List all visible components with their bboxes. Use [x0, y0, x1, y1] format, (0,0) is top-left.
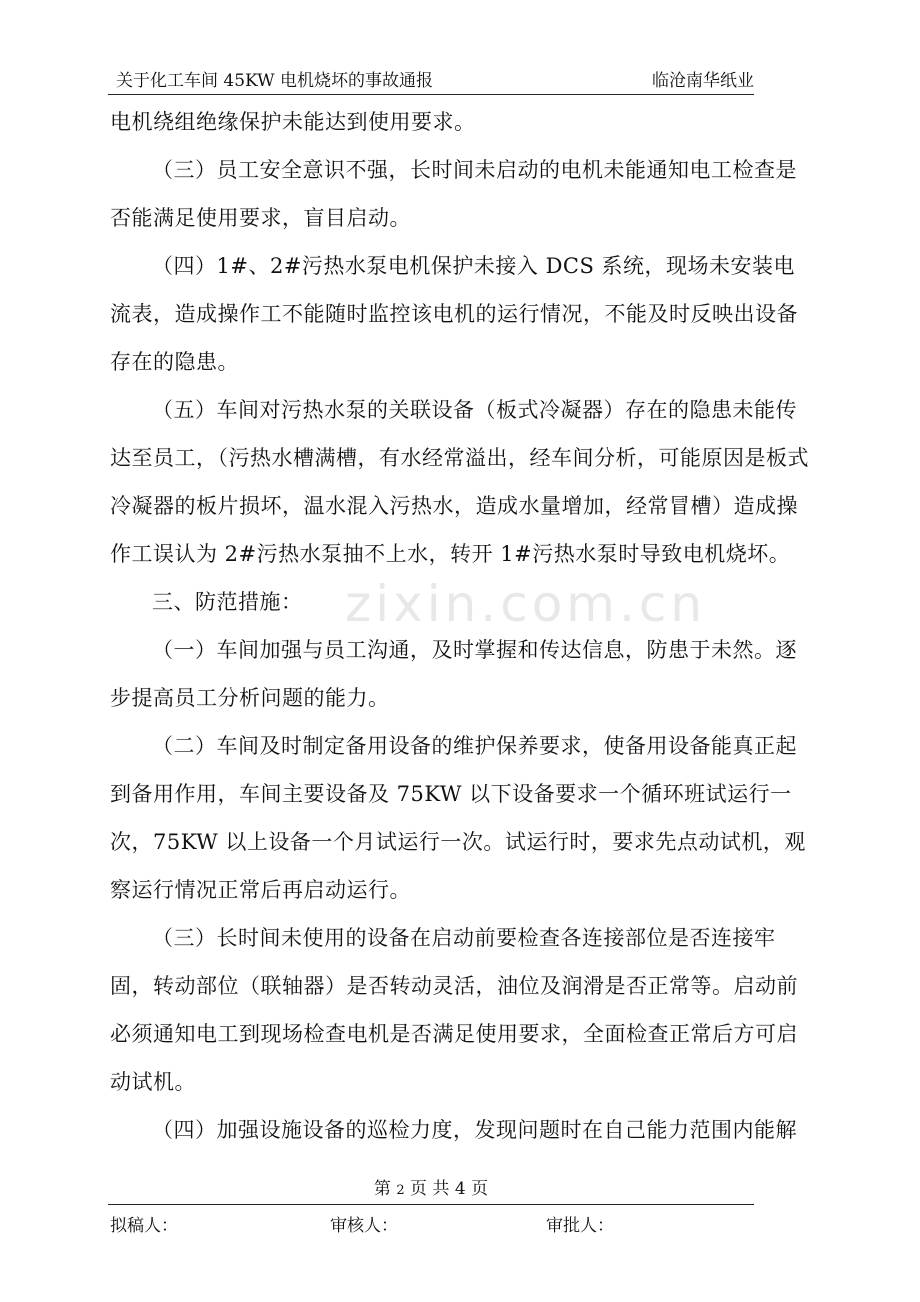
page-number: [108, 1178, 754, 1205]
page-mid: 页 共: [410, 1179, 450, 1199]
page-footer: [108, 1178, 754, 1241]
page-total: 4: [454, 1179, 466, 1199]
page-current: 2: [396, 1183, 405, 1198]
signature-row: [108, 1211, 754, 1241]
page-prefix: 第: [373, 1179, 391, 1199]
page-suffix: 页: [471, 1179, 489, 1199]
approver-label: 审批人：: [546, 1216, 614, 1236]
paragraph-measure-3: （三）长时间未使用的设备在启动前要检查各连接部位是否连接牢固，转动部位（联轴器）是否转动灵活，油位及润滑是否正常等。启动前必须通知电工到现场检查电机是否满足使用要求，全面检查正常后方可启动试机。: [110, 926, 798, 1094]
company-name: 临沧南华纸业: [652, 71, 754, 91]
watermark: zixin.com.cn: [345, 575, 707, 633]
paragraph-continued: 电机绕组绝缘保护未能达到使用要求。: [110, 110, 476, 134]
paragraph-cause-4: （四）1#、2#污热水泵电机保护未接入 DCS 系统，现场未安装电流表，造成操作工不能随时监控该电机的运行情况，不能及时反映出设备存在的隐患。: [110, 254, 798, 374]
paragraph-cause-3: （三）员工安全意识不强，长时间未启动的电机未能通知电工检查是否能满足使用要求，盲目启动。: [110, 158, 797, 230]
section-heading-measures: 三、防范措施：: [152, 590, 303, 614]
paragraph-measure-1: （一）车间加强与员工沟通，及时掌握和传达信息，防患于未然。逐步提高员工分析问题的能力。: [110, 638, 797, 710]
paragraph-measure-4: （四）加强设施设备的巡检力度，发现问题时在自己能力范围内能解: [152, 1118, 797, 1142]
drafter-label: 拟稿人：: [110, 1216, 178, 1236]
page-header: [108, 70, 754, 95]
document-body: [110, 98, 810, 1154]
document-title: 关于化工车间 45KW 电机烧坏的事故通报: [116, 71, 434, 91]
reviewer-label: 审核人：: [330, 1216, 398, 1236]
paragraph-measure-2: （二）车间及时制定备用设备的维护保养要求，使备用设备能真正起到备用作用，车间主要设备及 75KW 以下设备要求一个循环班试运行一次，75KW 以上设备一个月试运行一次。试运行时，要求先点动试机，观察运行情况正常后再启动运行。: [110, 734, 806, 902]
paragraph-cause-5: （五）车间对污热水泵的关联设备（板式冷凝器）存在的隐患未能传达至员工，（污热水槽满槽，有水经常溢出，经车间分析，可能原因是板式冷凝器的板片损坏，温水混入污热水，造成水量增加，经常冒槽）造成操作工误认为 2#污热水泵抽不上水，转开 1#污热水泵时导致电机烧坏。: [110, 398, 809, 566]
